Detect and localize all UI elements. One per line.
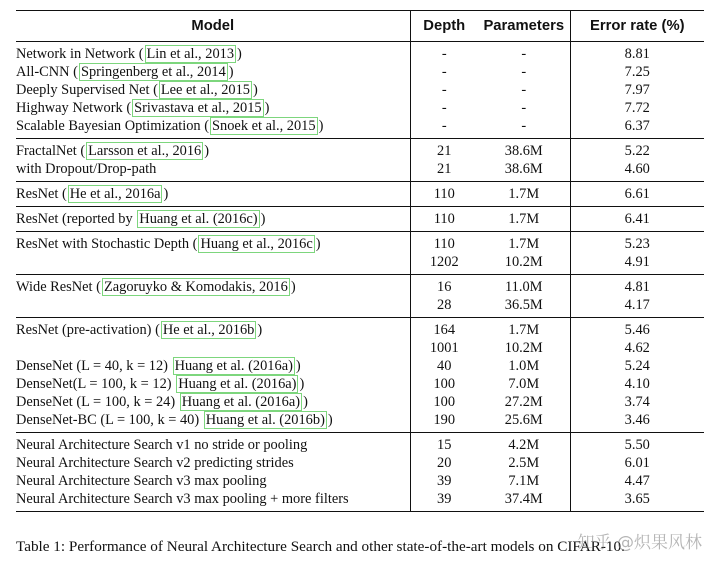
model-name: Highway Network <box>16 100 123 116</box>
error-rate-cell: 7.97 <box>570 81 704 99</box>
table-row <box>16 42 704 64</box>
table-row <box>16 393 704 411</box>
depth-cell: 15 <box>410 433 478 455</box>
row-group <box>16 139 704 182</box>
parameters-cell: - <box>521 82 527 98</box>
table-row <box>16 433 704 455</box>
table-row <box>16 139 704 161</box>
error-rate-cell: 5.24 <box>570 357 704 375</box>
depth-cell: - <box>410 42 478 64</box>
parameters-cell: 38.6M <box>504 143 543 159</box>
model-cell: Wide ResNet ( Zagoruyko & Komodakis, 2016 ) <box>16 279 296 295</box>
depth-cell: 100 <box>410 375 478 393</box>
model-cell <box>16 253 410 275</box>
row-group <box>16 42 704 139</box>
model-cell <box>16 490 410 512</box>
table-row <box>16 375 704 393</box>
model-name: ResNet (reported by <box>16 211 133 227</box>
citation-link[interactable]: Huang et al. (2016a) <box>181 394 301 410</box>
depth-cell: 21 <box>410 160 478 182</box>
parameters-cell: 25.6M <box>504 412 543 428</box>
depth-cell: 28 <box>410 296 478 318</box>
model-cell <box>16 472 410 490</box>
header-row <box>16 11 704 42</box>
model-cell: Scalable Bayesian Optimization ( Snoek et al., 2015 ) <box>16 118 324 134</box>
depth-cell: 16 <box>410 275 478 297</box>
error-rate-cell: 6.01 <box>570 454 704 472</box>
table-row <box>16 232 704 254</box>
error-rate-cell: 4.91 <box>570 253 704 275</box>
parameters-cell: 1.7M <box>508 322 540 338</box>
model-name: with Dropout/Drop-path <box>16 161 157 177</box>
depth-cell: - <box>410 63 478 81</box>
header-depth: Depth <box>410 11 478 42</box>
error-rate-cell: 4.17 <box>570 296 704 318</box>
depth-cell: 110 <box>410 182 478 207</box>
error-rate-cell: 3.74 <box>570 393 704 411</box>
model-cell: ResNet ( He et al., 2016a ) <box>16 186 169 202</box>
table-header <box>16 11 704 42</box>
table-row <box>16 296 704 318</box>
model-name: ResNet <box>16 186 59 202</box>
error-rate-cell: 4.60 <box>570 160 704 182</box>
error-rate-cell: 3.65 <box>570 490 704 512</box>
header-error-rate: Error rate (%) <box>570 11 704 42</box>
model-name: DenseNet (L = 100, k = 24) <box>16 394 176 410</box>
row-group <box>16 207 704 232</box>
depth-cell: 21 <box>410 139 478 161</box>
table-row <box>16 318 704 340</box>
citation-link[interactable]: Springenberg et al., 2014 <box>80 64 226 80</box>
model-cell: ResNet (pre-activation) ( He et al., 2016b ) <box>16 322 263 338</box>
watermark: 知乎 @炽果风林 <box>577 533 702 553</box>
table-row <box>16 357 704 375</box>
citation-link[interactable]: Huang et al. (2016a) <box>174 358 293 374</box>
citation-link[interactable]: Huang et al. (2016a) <box>178 376 297 392</box>
row-group <box>16 318 704 433</box>
error-rate-cell: 5.46 <box>570 318 704 340</box>
model-name: Deeply Supervised Net <box>16 82 150 98</box>
table-row <box>16 275 704 297</box>
depth-cell: 39 <box>410 490 478 512</box>
error-rate-cell: 3.46 <box>570 411 704 433</box>
parameters-cell: - <box>521 46 527 62</box>
error-rate-cell: 5.22 <box>570 139 704 161</box>
parameters-cell: 1.7M <box>508 211 540 227</box>
model-cell: DenseNet (L = 40, k = 12) Huang et al. (2016a) ) <box>16 358 301 374</box>
depth-cell: - <box>410 99 478 117</box>
parameters-cell: 4.2M <box>508 437 540 453</box>
error-rate-cell: 4.62 <box>570 339 704 357</box>
table-row <box>16 63 704 81</box>
parameters-cell: 7.0M <box>508 376 540 392</box>
depth-cell: 40 <box>410 357 478 375</box>
parameters-cell: 11.0M <box>505 279 543 295</box>
header-parameters: Parameters <box>483 18 565 34</box>
parameters-cell: 1.0M <box>508 358 540 374</box>
error-rate-cell: 8.81 <box>570 42 704 64</box>
model-name: Scalable Bayesian Optimization <box>16 118 201 134</box>
depth-cell: 1001 <box>410 339 478 357</box>
error-rate-cell: 6.37 <box>570 117 704 139</box>
model-cell: Deeply Supervised Net ( Lee et al., 2015 ) <box>16 82 258 98</box>
model-name: Neural Architecture Search v3 max pooling <box>16 473 267 489</box>
depth-cell: 110 <box>410 207 478 232</box>
citation-link[interactable]: Snoek et al., 2015 <box>212 118 316 134</box>
table-row <box>16 490 704 512</box>
model-name: DenseNet(L = 100, k = 12) <box>16 376 172 392</box>
model-cell <box>16 339 410 357</box>
depth-cell: 20 <box>410 454 478 472</box>
table-row <box>16 454 704 472</box>
parameters-cell: 37.4M <box>504 491 543 507</box>
citation-link[interactable]: Zagoruyko & Komodakis, 2016 <box>103 279 288 295</box>
model-cell <box>16 454 410 472</box>
model-cell <box>16 296 410 318</box>
table-row <box>16 81 704 99</box>
citation-link[interactable]: He et al., 2016a <box>69 186 161 202</box>
citation-link[interactable]: He et al., 2016b <box>162 322 255 338</box>
error-rate-cell: 6.41 <box>570 207 704 232</box>
model-cell: ResNet with Stochastic Depth ( Huang et al., 2016c ) <box>16 236 321 252</box>
model-name: DenseNet (L = 40, k = 12) <box>16 358 168 374</box>
model-name: DenseNet-BC (L = 100, k = 40) <box>16 412 200 428</box>
model-cell: DenseNet (L = 100, k = 24) Huang et al. (2016a) ) <box>16 394 308 410</box>
citation-link[interactable]: Lee et al., 2015 <box>160 82 250 98</box>
results-table <box>16 10 704 512</box>
table-row <box>16 160 704 182</box>
parameters-cell: 10.2M <box>504 254 543 270</box>
row-group <box>16 232 704 275</box>
depth-cell: 1202 <box>410 253 478 275</box>
parameters-cell: - <box>521 100 527 116</box>
citation-link[interactable]: Srivastava et al., 2015 <box>134 100 262 116</box>
citation-link[interactable]: Huang et al. (2016c) <box>139 211 258 227</box>
header-model: Model <box>191 18 235 34</box>
model-cell: ResNet (reported by Huang et al. (2016c) ) <box>16 211 266 227</box>
model-name: Neural Architecture Search v1 no stride or pooling <box>16 437 308 453</box>
parameters-cell: 10.2M <box>504 340 543 356</box>
table-row <box>16 339 704 357</box>
row-group <box>16 433 704 512</box>
error-rate-cell: 4.81 <box>570 275 704 297</box>
error-rate-cell: 7.25 <box>570 63 704 81</box>
parameters-cell: 1.7M <box>508 186 540 202</box>
parameters-cell: - <box>521 64 527 80</box>
error-rate-cell: 5.50 <box>570 433 704 455</box>
depth-cell: 110 <box>410 232 478 254</box>
row-group <box>16 275 704 318</box>
table-row <box>16 117 704 139</box>
depth-cell: 39 <box>410 472 478 490</box>
table-row <box>16 182 704 207</box>
model-cell: DenseNet-BC (L = 100, k = 40) Huang et al. (2016b) ) <box>16 412 333 428</box>
model-cell: Highway Network ( Srivastava et al., 2015 ) <box>16 100 270 116</box>
model-cell: DenseNet(L = 100, k = 12) Huang et al. (2016a) ) <box>16 376 305 392</box>
model-name: All-CNN <box>16 64 70 80</box>
model-name: FractalNet <box>16 143 77 159</box>
citation-link[interactable]: Huang et al. (2016b) <box>205 412 325 428</box>
table-row <box>16 411 704 433</box>
error-rate-cell: 4.47 <box>570 472 704 490</box>
depth-cell: - <box>410 117 478 139</box>
depth-cell: - <box>410 81 478 99</box>
depth-cell: 190 <box>410 411 478 433</box>
model-name: ResNet (pre-activation) <box>16 322 152 338</box>
error-rate-cell: 4.10 <box>570 375 704 393</box>
citation-link[interactable]: Huang et al., 2016c <box>200 236 313 252</box>
model-cell: All-CNN ( Springenberg et al., 2014 ) <box>16 64 234 80</box>
error-rate-cell: 5.23 <box>570 232 704 254</box>
model-name: Neural Architecture Search v2 predicting strides <box>16 455 294 471</box>
error-rate-cell: 6.61 <box>570 182 704 207</box>
depth-cell: 164 <box>410 318 478 340</box>
model-name: Wide ResNet <box>16 279 93 295</box>
parameters-cell: 1.7M <box>508 236 540 252</box>
parameters-cell: - <box>521 118 527 134</box>
error-rate-cell: 7.72 <box>570 99 704 117</box>
model-name: Neural Architecture Search v3 max pooling + more filters <box>16 491 349 507</box>
model-cell <box>16 160 410 182</box>
parameters-cell: 27.2M <box>504 394 543 410</box>
model-name: Network in Network <box>16 46 136 62</box>
depth-cell: 100 <box>410 393 478 411</box>
parameters-cell: 7.1M <box>508 473 540 489</box>
citation-link[interactable]: Lin et al., 2013 <box>146 46 235 62</box>
citation-link[interactable]: Larsson et al., 2016 <box>88 143 202 159</box>
model-name: ResNet with Stochastic Depth <box>16 236 190 252</box>
model-cell <box>16 433 410 455</box>
model-cell: Network in Network ( Lin et al., 2013 ) <box>16 46 242 62</box>
table-row <box>16 253 704 275</box>
table-row <box>16 472 704 490</box>
table-row <box>16 207 704 232</box>
parameters-cell: 36.5M <box>504 297 543 313</box>
table-row <box>16 99 704 117</box>
parameters-cell: 38.6M <box>504 161 543 177</box>
row-group <box>16 182 704 207</box>
model-cell: FractalNet ( Larsson et al., 2016 ) <box>16 143 210 159</box>
table-caption: Table 1: Performance of Neural Architecture Search and other state-of-the-art models on CIFAR-10. <box>16 538 625 555</box>
parameters-cell: 2.5M <box>508 455 540 471</box>
